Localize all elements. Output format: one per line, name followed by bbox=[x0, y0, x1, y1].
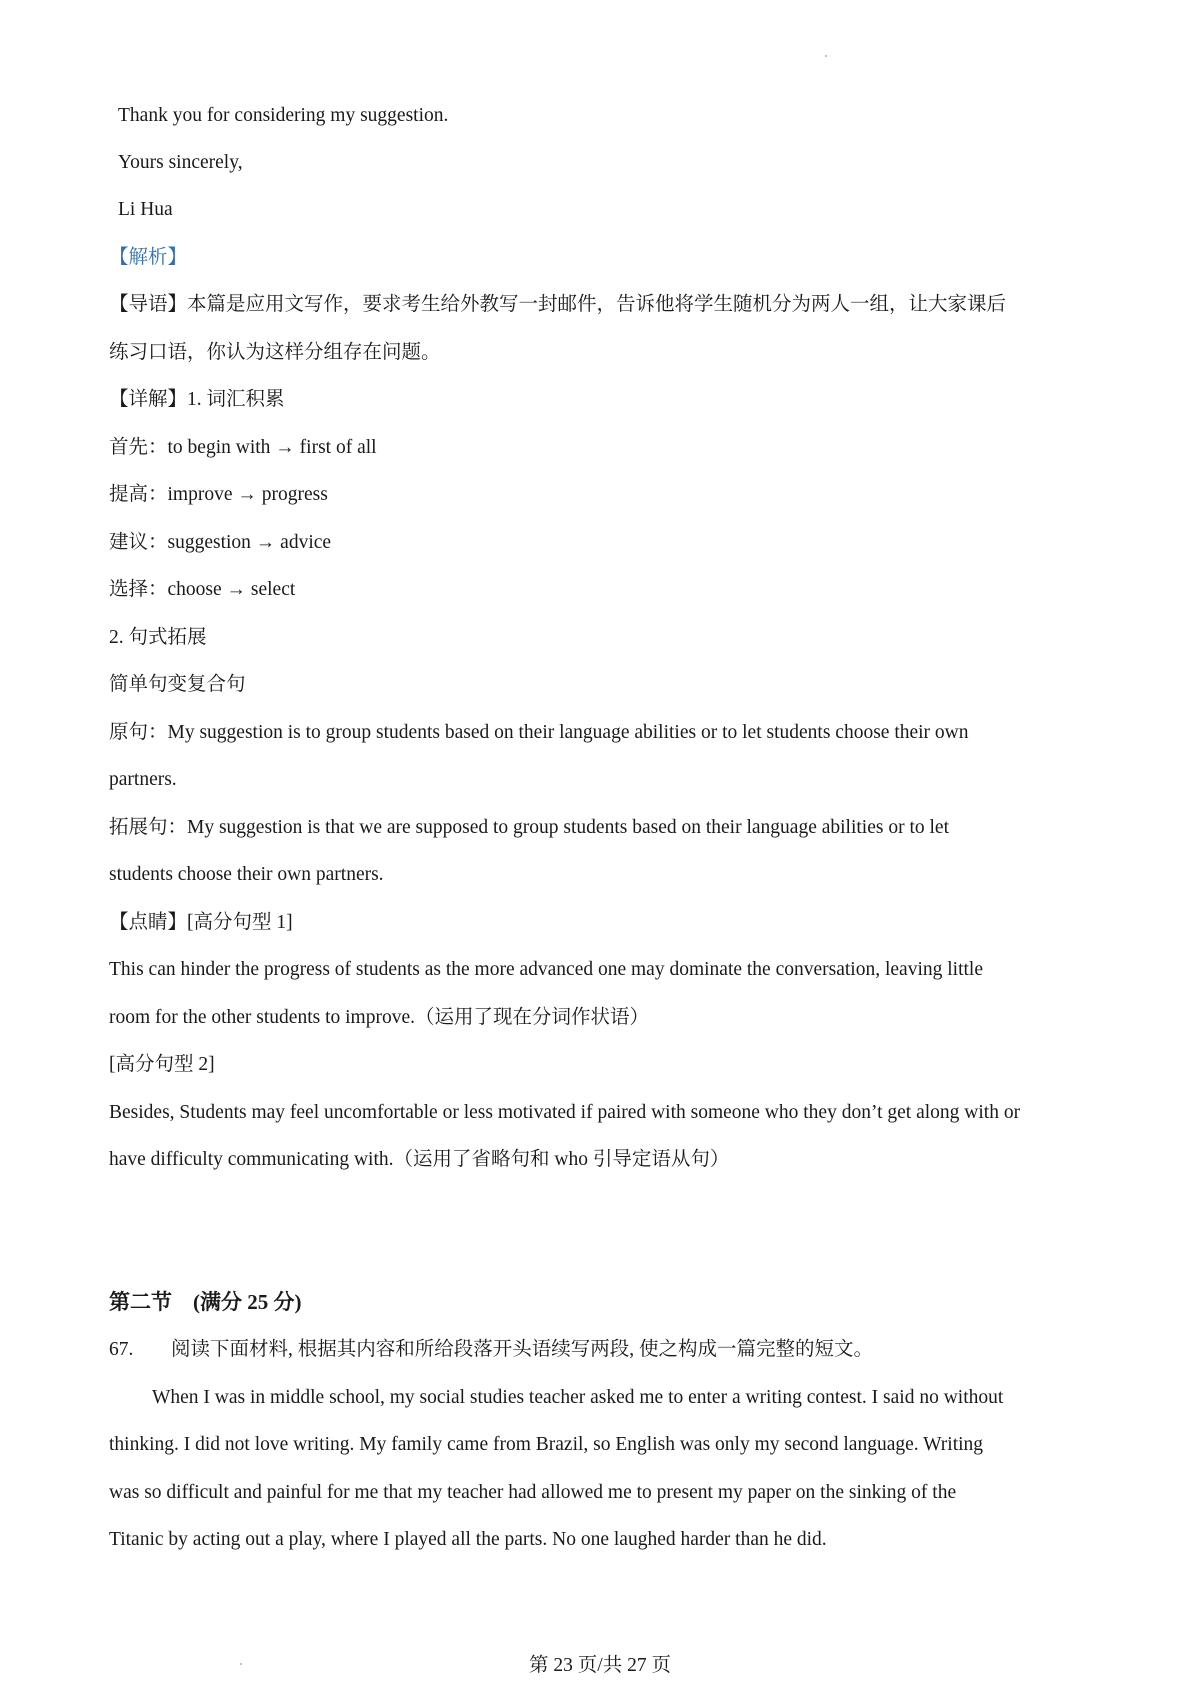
vocab-item: 提高：improve → progress bbox=[109, 484, 328, 505]
pattern2-line-1: Besides, Students may feel uncomfortable or less motivated if paired with someone who they don’t get along with or bbox=[109, 1102, 1021, 1123]
page-footer: 第 23 页/共 27 页 bbox=[529, 1655, 671, 1676]
sentence-heading: 2. 句式拓展 bbox=[109, 627, 207, 648]
expanded-sentence-line-1: 拓展句：My suggestion is that we are supposed to group students based on their language abilities or to let bbox=[109, 817, 949, 838]
passage-line: thinking. I did not love writing. My family came from Brazil, so English was only my second language. Writing bbox=[109, 1434, 984, 1455]
vocab-item: 建议：suggestion → advice bbox=[109, 532, 332, 553]
scan-dot bbox=[825, 55, 827, 57]
signoff-thanks: Thank you for considering my suggestion. bbox=[118, 105, 449, 126]
pattern2-heading: [高分句型 2] bbox=[109, 1054, 215, 1075]
vocab-item: 选择：choose → select bbox=[109, 579, 296, 600]
passage-line: When I was in middle school, my social studies teacher asked me to enter a writing contest. I said no without bbox=[152, 1387, 1004, 1408]
original-sentence-line-2: partners. bbox=[109, 769, 177, 790]
question-number: 67. bbox=[109, 1339, 134, 1360]
vocab-item: 首先：to begin with → first of all bbox=[109, 437, 377, 458]
pattern1-line-2: room for the other students to improve.（运用了现在分词作状语） bbox=[109, 1007, 649, 1028]
intro-line-1: 【导语】本篇是应用文写作，要求考生给外教写一封邮件，告诉他将学生随机分为两人一组，让大家课后 bbox=[109, 294, 1007, 315]
analysis-heading: 【解析】 bbox=[109, 247, 188, 268]
highlight-heading: 【点睛】[高分句型 1] bbox=[109, 912, 293, 933]
detail-heading: 【详解】1. 词汇积累 bbox=[109, 389, 285, 410]
question-text: 阅读下面材料, 根据其内容和所给段落开头语续写两段, 使之构成一篇完整的短文。 bbox=[171, 1339, 874, 1360]
original-sentence-line-1: 原句：My suggestion is to group students based on their language abilities or to let students choose their own bbox=[109, 722, 969, 743]
pattern2-line-2: have difficulty communicating with.（运用了省略句和 who 引导定语从句） bbox=[109, 1149, 730, 1170]
question-line bbox=[109, 1338, 873, 1362]
section-heading: 第二节 (满分 25 分) bbox=[109, 1290, 302, 1314]
expanded-sentence-line-2: students choose their own partners. bbox=[109, 864, 384, 885]
pattern1-line-1: This can hinder the progress of students as the more advanced one may dominate the conversation, leaving little bbox=[109, 959, 983, 980]
signoff-name: Li Hua bbox=[118, 199, 173, 220]
sentence-subheading: 简单句变复合句 bbox=[109, 674, 246, 695]
passage-line: Titanic by acting out a play, where I played all the parts. No one laughed harder than he did. bbox=[109, 1529, 827, 1550]
passage-line: was so difficult and painful for me that my teacher had allowed me to present my paper on the sinking of the bbox=[109, 1482, 957, 1503]
signoff-closing: Yours sincerely, bbox=[118, 152, 243, 173]
intro-line-2: 练习口语，你认为这样分组存在问题。 bbox=[109, 342, 441, 363]
